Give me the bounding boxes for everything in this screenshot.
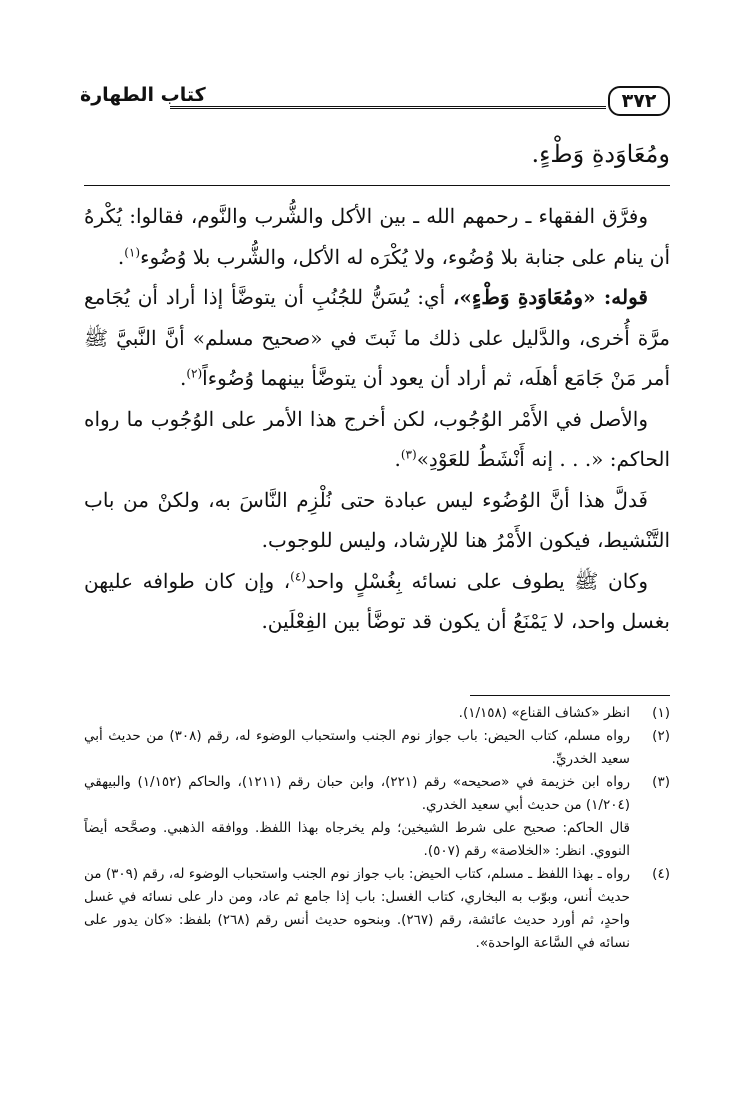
- section-divider: [84, 185, 670, 186]
- footnote-text: رواه مسلم، كتاب الحيض: باب جواز نوم الجنب واستحباب الوضوء له، رقم (٣٠٨) من حديث أبي سعيد الخدريِّ.: [84, 728, 630, 767]
- footnote: [84, 771, 670, 863]
- page-header: [80, 80, 670, 120]
- footnote: [84, 725, 670, 771]
- footnote-text: قال الحاكم: صحيح على شرط الشيخين؛ ولم يخرجاه بهذا اللفظ. ووافقه الذهبي. وصحَّحه أيضاً النووي. انظر: «الخلاصة» رقم (٥٠٧).: [84, 820, 630, 859]
- footnote-text: انظر «كشاف القناع» (١/١٥٨).: [458, 705, 630, 721]
- footnote: [84, 702, 670, 725]
- footnote-number: (٤): [652, 866, 670, 882]
- footnote-divider: [470, 695, 670, 696]
- footnote-number: (١): [652, 705, 670, 721]
- footnote-text: رواه ـ بهذا اللفظ ـ مسلم، كتاب الحيض: باب جواز نوم الجنب واستحباب الوضوء له، رقم (٣٠٩) من حديث أنس، وبوّب به البخاري، كتاب الغسل: باب إذا جامع ثم عاد، ومن دار على نسائه في غسل واحدٍ، ثم أورد حديث عائشة، رقم (٢٦٧). وبنحوه حديث أنس رقم (٢٦٨) بلفظ: «كان يدور على نسائه في السَّاعة الواحدة».: [84, 866, 630, 951]
- footnote-ref: (٣): [400, 447, 417, 462]
- footnote-ref: (١): [124, 244, 141, 259]
- paragraph: وفرَّق الفقهاء ـ رحمهم الله ـ بين الأكل والشُّرب والنَّوم، فقالوا: يُكْرهُ أن ينام على جنابة بلا وُضُوء، ولا يُكْرَه له الأكل، والشُّرب بلا وُضُوء$^{(١)}$.: [84, 204, 670, 269]
- paragraph-text: وفرَّق الفقهاء ـ رحمهم الله ـ بين الأكل والشُّرب والنَّوم، فقالوا: يُكْرهُ أن ينام على جنابة بلا وُضُوء، ولا يُكْرَه له الأكل، والشُّرب بلا وُضُوء: [84, 204, 670, 269]
- footnote-ref: (٢): [186, 366, 203, 381]
- footnotes: [84, 702, 670, 955]
- header-rule: [170, 106, 606, 112]
- paragraph-text: ، وإن كان طوافه عليهن بغسل واحد، لا يَمْنَعُ أن يكون قد توضَّأ بين الفِعْلَين.: [84, 568, 670, 633]
- footnote: [84, 863, 670, 955]
- paragraph: [84, 561, 670, 642]
- footnote-number: (٣): [652, 774, 670, 790]
- continued-line: ومُعَاوَدةِ وَطْءٍ.: [531, 140, 670, 168]
- paragraph-text: فَدلَّ هذا أنَّ الوُضُوء ليس عبادة حتى نُلْزِم النَّاسَ به، ولكنْ من باب التَّنْشيط، فيكون الأَمْرُ هنا للإرشاد، وليس للوجوب.: [84, 487, 670, 552]
- quoted-phrase: قوله: «ومُعَاوَدةِ وَطْءٍ»،: [452, 285, 648, 309]
- paragraph-text: والأصل في الأَمْر الوُجُوب، لكن أخرج هذا الأمر على الوُجُوب ما رواه الحاكم: «. . . إنه أَنْشَطُ للعَوْدِ»: [84, 406, 670, 471]
- paragraph: والأصل في الأَمْر الوُجُوب، لكن أخرج هذا الأمر على الوُجُوب ما رواه الحاكم: «. . . إنه أَنْشَطُ للعَوْدِ»$^{(٣)}$.: [84, 406, 670, 471]
- page-number: ٣٧٢: [608, 86, 670, 116]
- book-title: كتاب الطهارة: [80, 84, 206, 106]
- paragraph-text: وكان ﷺ يطوف على نسائه بِغُسْلٍ واحد: [305, 568, 648, 593]
- paragraph: [84, 480, 670, 561]
- footnote-text: رواه ابن خزيمة في «صحيحه» رقم (٢٢١)، وابن حبان رقم (١٢١١)، والحاكم (١/١٥٢) والبيهقي (١/٢٠٤) من حديث أبي سعيد الخدري.: [84, 774, 630, 813]
- footnote-number: (٢): [652, 728, 670, 744]
- main-text: [84, 196, 670, 642]
- paragraph: قوله: «ومُعَاوَدةِ وَطْءٍ»، أي: يُسَنُّ للجُنُبِ أن يتوضَّأ إذا أراد أن يُجَامع مرَّة أُخرى، والدَّليل على ذلك ما ثَبتَ في «صحيح مسلم» أنَّ النَّبيَّ ﷺ أمر مَنْ جَامَع أهلَه، ثم أراد أن يعود أن يتوضَّأ بينهما وُضُوءاً$^{(٢)}$.: [84, 285, 670, 390]
- paragraph-text: أي: يُسَنُّ للجُنُبِ أن يتوضَّأ إذا أراد أن يُجَامع مرَّة أُخرى، والدَّليل على ذلك ما ثَبتَ في «صحيح مسلم» أنَّ النَّبيَّ ﷺ أمر مَنْ جَامَع أهلَه، ثم أراد أن يعود أن يتوضَّأ بينهما وُضُوءاً: [84, 285, 670, 390]
- footnote-ref: (٤): [290, 568, 306, 583]
